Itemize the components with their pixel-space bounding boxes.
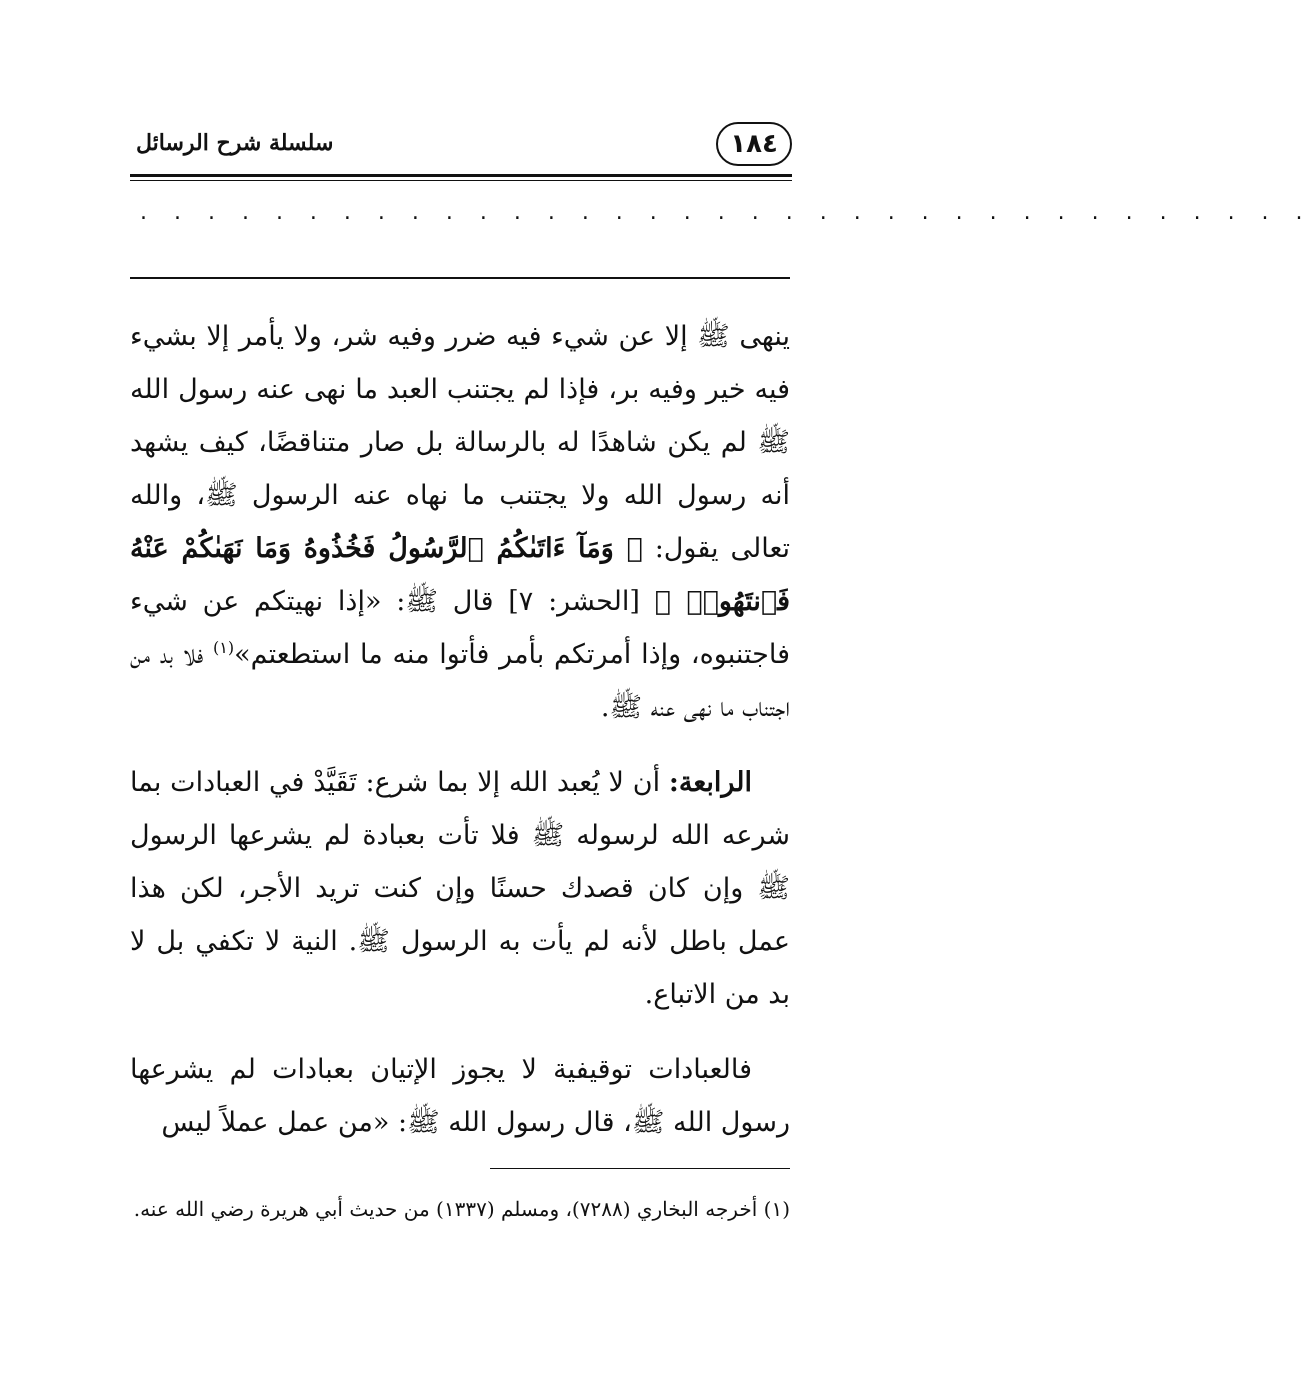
paragraph-3 [130, 1043, 790, 1149]
paragraph-1-hadith: [الحشر: ٧] قال ﷺ: «إذا نهيتكم عن شيء فاجتنبوه، وإذا أمرتكم بأمر فأتوا منه ما استطعتم» [130, 586, 790, 670]
section-rule [130, 277, 790, 279]
body-text [130, 310, 790, 1171]
separator-dots: . . . . . . . . . . . . . . . . . . . . . . . . . . . . . . . . . . . [140, 200, 1313, 225]
page-number-badge [716, 122, 792, 166]
footnote-reference: (١) [213, 638, 235, 657]
paragraph-1-text: ينهى ﷺ إلا عن شيء فيه ضرر وفيه شر، ولا يأمر إلا بشيء فيه خير وفيه بر، فإذا لم يجتنب العبد ما نهى عنه رسول الله ﷺ لم يكن شاهدًا له بالرسالة بل صار متناقضًا، كيف يشهد أنه رسول الله ولا يجتنب ما نهاه عنه الرسول ﷺ، والله تعالى يقول: [130, 321, 790, 564]
footnote-rule [490, 1168, 790, 1169]
header-rule-thick [130, 174, 792, 177]
paragraph-2-lead: الرابعة: [668, 767, 752, 798]
quran-verse: ﴿ وَمَآ ءَاتَىٰكُمُ ٱلرَّسُولُ فَخُذُوهُ وَمَا نَهَىٰكُمْ عَنْهُ فَٱنتَهُوا۟ ﴾ [130, 533, 790, 617]
page-header [130, 118, 792, 178]
footnote: (١) أخرجه البخاري (٧٢٨٨)، ومسلم (١٣٣٧) من حديث أبي هريرة رضي الله عنه. [133, 1197, 790, 1221]
paragraph-2-text: أن لا يُعبد الله إلا بما شرع: تَقَيَّدْ في العبادات بما شرعه الله لرسوله ﷺ فلا تأت بعبادة لم يشرعها الرسول ﷺ وإن كان قصدك حسنًا وإن كنت تريد الأجر، لكن هذا عمل باطل لأنه لم يأت به الرسول ﷺ. النية لا تكفي بل لا بد من الاتباع. [130, 767, 790, 1010]
page-number: ١٨٤ [730, 129, 778, 159]
header-rule-thin [130, 180, 792, 181]
paragraph-2 [130, 756, 790, 1021]
paragraph-3-text: فالعبادات توقيفية لا يجوز الإتيان بعبادات لم يشرعها رسول الله ﷺ، قال رسول الله ﷺ: «من عمل عملاً ليس [130, 1054, 790, 1138]
paragraph-1-tail: فلا بد من اجتناب ما نهى عنه ﷺ. [130, 639, 790, 723]
series-title: سلسلة شرح الرسائل [136, 130, 334, 156]
paragraph-1 [130, 310, 790, 734]
